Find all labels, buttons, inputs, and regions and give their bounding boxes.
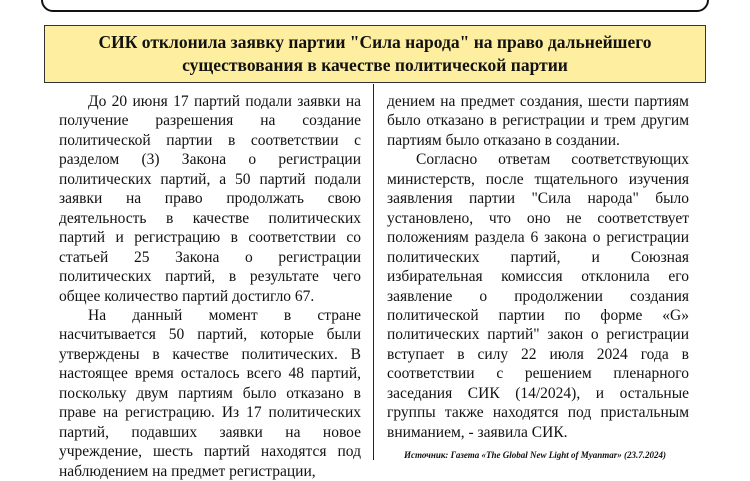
- headline-box: [44, 25, 706, 83]
- headline-line-2: существования в качестве политической партии: [182, 55, 568, 75]
- right-paragraph-continued: дением на предмет создания, шести партиям было отказано в регистрации и трем другим партиям было отказано в создании.: [387, 93, 689, 149]
- headline-line-1: СИК отклонила заявку партии "Сила народа" на право дальнейшего: [98, 32, 652, 52]
- left-paragraph-1: До 20 июня 17 партий подали заявки на получение разрешения на создание политической партии в соответствии с разделом (3) Закона о регистрации политических партий, а 50 партий подали заявки на право продолжать свою деятельность в качестве политических партий и регистрацию в соответствии со статьей 25 Закона о регистрации политических партий, в результате чего общее количество партий достигло 67.: [59, 93, 361, 305]
- right-paragraph-2: Согласно ответам соответствующих министерств, после тщательного изучения заявления партии "Сила народа" было установлено, что оно не соответствует положениям раздела 6 закона о регистрации политических партий, и Союзная избирательная комиссия отклонила его заявление о продолжении создания политической партии по форме «G» политических партий" закон о регистрации вступает в силу 22 июля 2024 года в соответствии с решением пленарного заседания СИК (14/2024), и остальные группы также находятся под пристальным вниманием, - заявила СИК.: [387, 151, 689, 441]
- source-caption: Источник: Газета «The Global New Light of Myanmar» (23.7.2024): [404, 450, 667, 460]
- left-column: [59, 92, 361, 481]
- top-frame: [41, 0, 709, 12]
- right-column: [387, 92, 689, 442]
- left-paragraph-2: На данный момент в стране насчитывается 50 партий, которые были утверждены в качестве политических. В настоящее время осталось всего 48 партий, поскольку двум партиям было отказано в праве на регистрацию. Из 17 политических партий, подавших заявки на новое учреждение, шесть партий находятся под наблюдением на предмет регистрации,: [59, 306, 361, 480]
- column-divider: [373, 84, 374, 460]
